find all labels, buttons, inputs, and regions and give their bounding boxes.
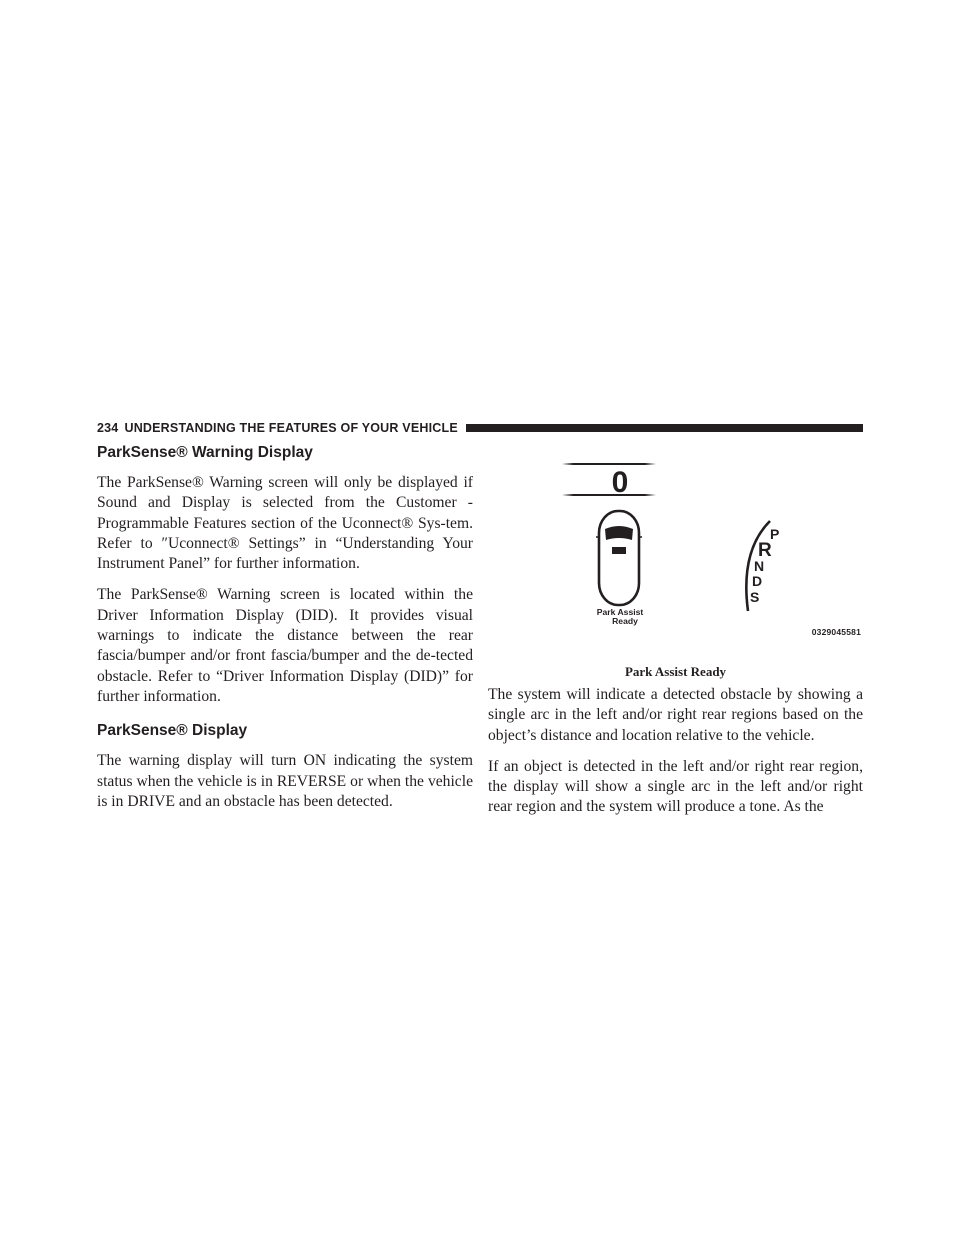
gear-r: R	[758, 540, 772, 561]
speed-readout: 0	[611, 466, 629, 499]
park-assist-figure	[488, 443, 863, 661]
speed-bar-top	[562, 463, 656, 465]
park-assist-illustration	[488, 443, 863, 661]
gear-n: N	[754, 558, 765, 574]
page-header	[97, 419, 863, 437]
gear-s: S	[750, 589, 760, 605]
section-title: UNDERSTANDING THE FEATURES OF YOUR VEHICLE	[124, 421, 458, 435]
header-rule	[466, 424, 863, 432]
gear-d: D	[752, 573, 763, 589]
paragraph-arc-indication: The system will indicate a detected obstacle by showing a single arc in the left and/or right rear regions based on the object’s distance and location relative to the vehicle.	[488, 686, 863, 744]
heading-warning-display: ParkSense® Warning Display	[97, 444, 313, 461]
left-column	[97, 443, 473, 823]
paragraph-warning-screen: The ParkSense® Warning screen will only be displayed if Sound and Display is selected from the Customer - Programmable Features section of the Uconnect® Sys-tem. Refer to ″Uconnect® Settings” in “Understanding Your Instrument Panel” for further information.	[97, 474, 473, 573]
page-number: 234	[97, 421, 119, 435]
paragraph-did-location: The ParkSense® Warning screen is located within the Driver Information Display (DID). It provides visual warnings to indicate the distance between the rear fascia/bumper and/or front fascia/bumper and the de-tected obstacle. Refer to “Driver Information Display (DID)” for further information.	[97, 586, 473, 705]
paragraph-display-on: The warning display will turn ON indicating the system status when the vehicle is in REVERSE or when the vehicle is in DRIVE and an obstacle has been detected.	[97, 752, 473, 810]
speed-bar-bottom	[562, 494, 656, 496]
right-column	[488, 443, 863, 829]
status-line-2: Ready	[612, 616, 638, 626]
heading-parksense-display: ParkSense® Display	[97, 722, 248, 740]
status-line-1: Park Assist	[596, 607, 644, 617]
gear-p: P	[770, 526, 780, 542]
car-icon	[596, 511, 642, 605]
figure-caption: Park Assist Ready	[624, 664, 727, 679]
figure-code: 0329045581	[811, 627, 861, 637]
paragraph-object-detected: If an object is detected in the left and/or right rear region, the display will show a single arc in the left and/or right rear region and the system will produce a tone. As the	[488, 757, 863, 816]
